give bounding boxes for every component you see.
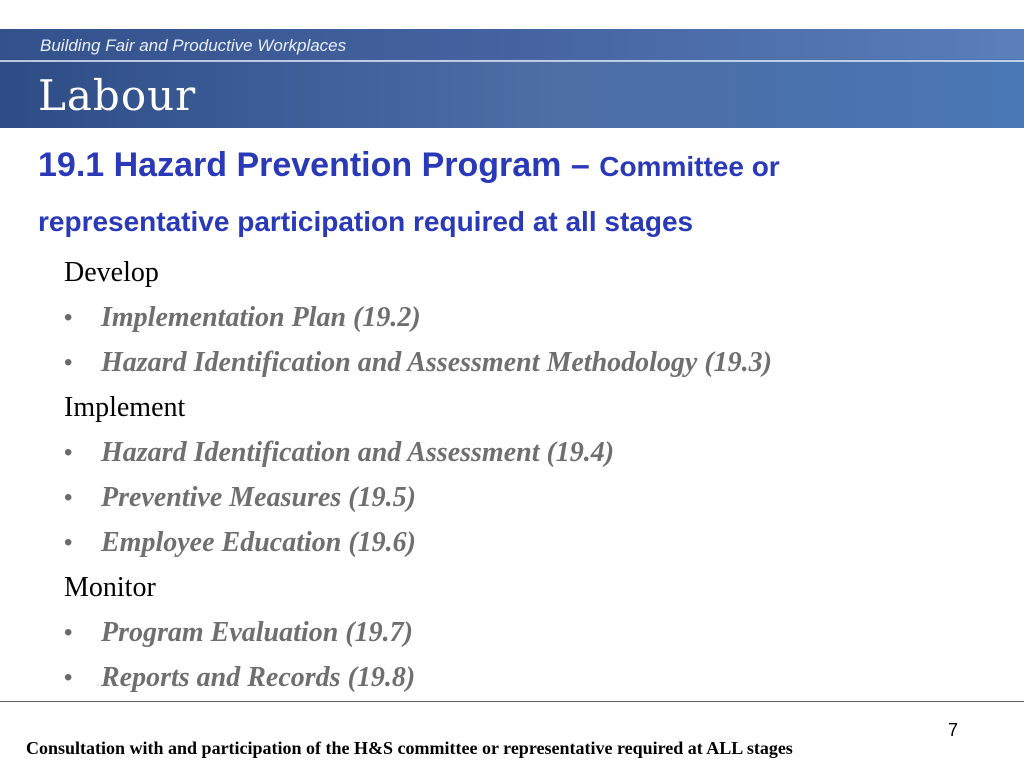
title-main: 19.1 Hazard Prevention Program –: [38, 146, 600, 184]
list-item: [64, 475, 1004, 520]
list-item: [64, 655, 1004, 700]
bullet-icon: •: [64, 439, 73, 466]
list-item: [64, 340, 1004, 385]
bullet-icon: •: [64, 349, 73, 376]
department-logo-text: Labour: [38, 71, 197, 120]
list-item-text: Preventive Measures (19.5): [101, 482, 416, 513]
slide-title: [38, 140, 988, 252]
page-number: 7: [947, 720, 958, 740]
list-item: [64, 520, 1004, 565]
banner-divider: [0, 60, 1024, 62]
bullet-icon: •: [64, 619, 73, 646]
list-item: [64, 295, 1004, 340]
list-item: [64, 430, 1004, 475]
section-heading-develop: Develop: [64, 257, 159, 288]
list-item-text: Implementation Plan (19.2): [101, 302, 421, 333]
footer-note: Consultation with and participation of the H&S committee or representative required at ALL stages: [26, 738, 793, 758]
list-item: [64, 610, 1004, 655]
list-item-text: Employee Education (19.6): [101, 527, 416, 558]
title-sub-line2: representative participation required at all stages: [38, 206, 694, 237]
section-heading-implement: Implement: [64, 392, 186, 423]
bullet-icon: •: [64, 529, 73, 556]
title-sub-line1: Committee or: [599, 151, 780, 182]
content-list: [64, 250, 1004, 700]
section-heading-monitor: Monitor: [64, 572, 156, 603]
bullet-icon: •: [64, 484, 73, 511]
footer-divider: [0, 701, 1024, 702]
bullet-icon: •: [64, 664, 73, 691]
bullet-icon: •: [64, 304, 73, 331]
header-banner: [0, 29, 1024, 128]
list-item-text: Hazard Identification and Assessment (19.4): [101, 437, 615, 468]
tagline: Building Fair and Productive Workplaces: [40, 36, 347, 55]
list-item-text: Program Evaluation (19.7): [101, 617, 413, 648]
list-item-text: Reports and Records (19.8): [101, 662, 416, 693]
list-item-text: Hazard Identification and Assessment Methodology (19.3): [101, 347, 773, 378]
